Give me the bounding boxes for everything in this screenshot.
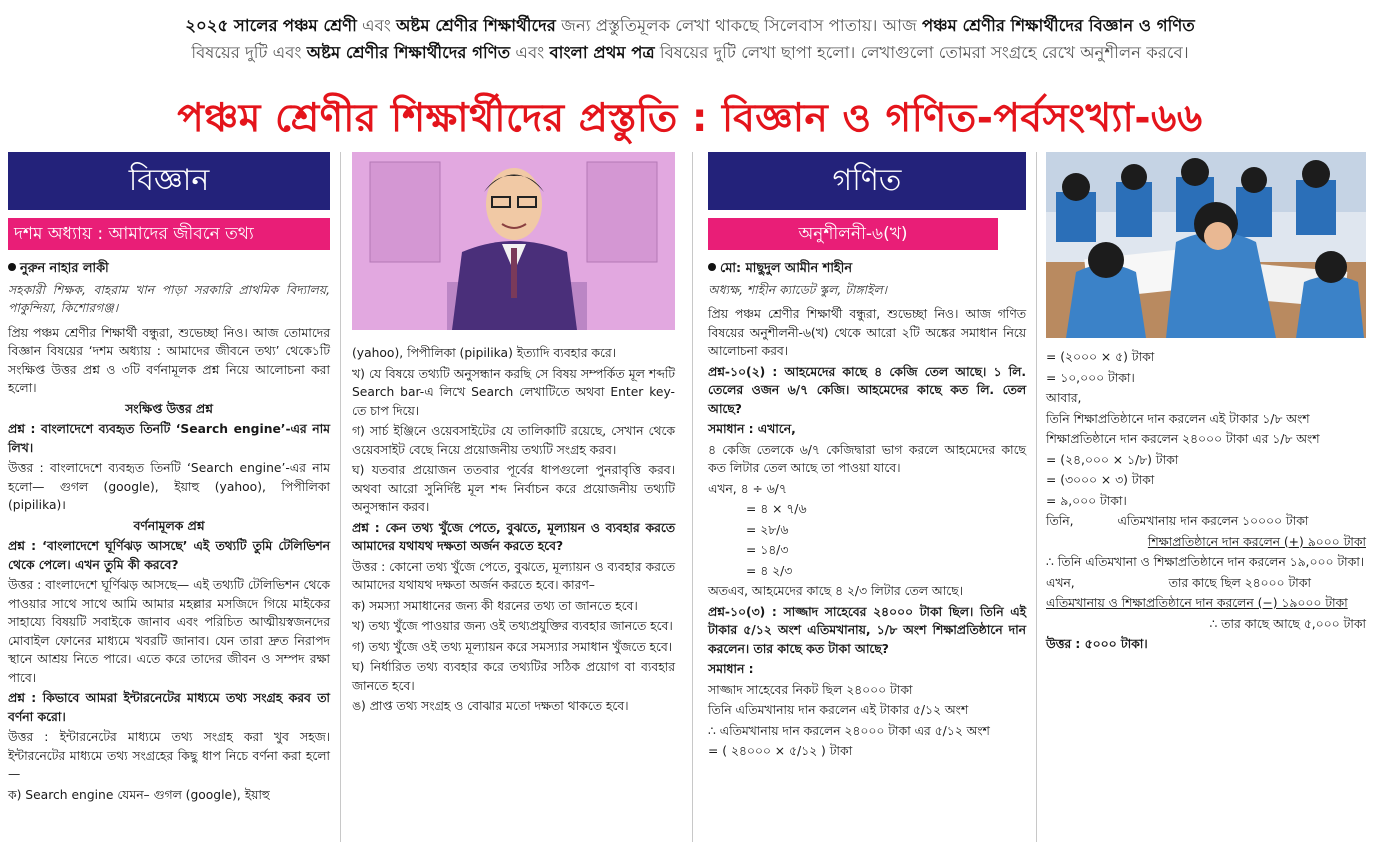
column-divider [340, 152, 341, 842]
intro-part: এবং [362, 16, 391, 35]
bullet-icon [708, 263, 716, 271]
science-intro: প্রিয় পঞ্চম শ্রেণীর শিক্ষার্থী বন্ধুরা, শুভেচ্ছা নিও। আজ তোমাদের বিজ্ঞান বিষয়ের ‘দশম অধ্যায় : আমাদের জীবনে তথ্য’ থেকে১টি সংক্ষিপ্ত উত্তর প্রশ্ন ও ৩টি বর্ণনামূলক প্রশ্ন নিয়ে আলোচনা করা হলো। [8, 325, 330, 395]
solution-line [1046, 512, 1366, 531]
answer: উত্তর : বাংলাদেশে ব্যবহৃত তিনটি ‘Search engine’-এর নাম হলো— গুগল (google), ইয়াহু (yahoo), পিপীলিকা (pipilika)। [8, 461, 330, 512]
answer-item: গ) সার্চ ইঞ্জিনে ওয়েবসাইটের যে তালিকাটি রয়েছে, সেখান থেকে ওয়েবসাইট বেছে নিয়ে প্রয়োজনীয় তথ্যটি সংগ্রহ করব। [352, 424, 675, 457]
solution-line: = ১০,০০০ টাকা। [1046, 370, 1135, 385]
answer-item: ক) সমস্যা সমাধানের জন্য কী ধরনের তথ্য তা জানতে হবে। [352, 598, 638, 613]
intro-part: অষ্টম শ্রেণীর শিক্ষার্থীদের গণিত [306, 43, 511, 62]
solution-label: এখন, [1046, 575, 1075, 590]
question: প্রশ্ন : কেন তথ্য খুঁজে পেতে, বুঝতে, মূল্যায়ন ও ব্যবহার করতে আমাদের যথাযথ দক্ষতা অর্জন করতে হবে? [352, 520, 675, 553]
column-divider [692, 152, 693, 842]
intro-part: বাংলা প্রথম পত্র [549, 43, 655, 62]
solution-value: তার কাছে ছিল ২৪০০০ টাকা [1168, 575, 1311, 590]
answer-item: ঘ) যতবার প্রয়োজন ততবার পূর্বের ধাপগুলো পুনরাবৃত্তি করব। অথবা আরো সুনির্দিষ্ট মূল শব্দ নির্বাচন করে প্রয়োজনীয় তথ্যটি অনুসন্ধান করব। [352, 463, 675, 514]
teacher-illustration [352, 152, 675, 330]
intro-part: এবং [515, 43, 545, 62]
math-continued-column [1046, 152, 1366, 656]
solution-line: ∴ এতিমখানায় দান করলেন ২৪০০০ টাকা এর ৫/১২ অংশ [708, 723, 990, 738]
math-subject-banner: গণিত [708, 152, 1026, 210]
answer-item: খ) যে বিষয়ে তথ্যটি অনুসন্ধান করছি সে বিষয় সম্পর্কিত মূল শব্দটি Search bar-এ লিখে Search লেখাটিতে অথবা Enter key-তে চাপ দিয়ে। [352, 366, 675, 418]
science-affiliation: সহকারী শিক্ষক, বাহরাম খান পাড়া সরকারি প্রাথমিক বিদ্যালয়, পাকুন্দিয়া, কিশোরগঞ্জ। [8, 282, 330, 315]
solution-line: ∴ তিনি এতিমখানা ও শিক্ষাপ্রতিষ্ঠানে দান করলেন ১৯,০০০ টাকা। [1046, 555, 1365, 569]
intro-part: অষ্টম শ্রেণীর শিক্ষার্থীদের [396, 16, 556, 35]
math-affiliation: অধ্যক্ষ, শাহীন ক্যাডেট স্কুল, টাঙ্গাইল। [708, 282, 888, 297]
solution-line: তিনি এতিমখানায় দান করলেন এই টাকার ৫/১২ অংশ [708, 703, 969, 717]
solution-line: আবার, [1046, 391, 1082, 405]
solution-line: = (২৪,০০০ × ১/৮) টাকা [1046, 452, 1179, 467]
answer-item: গ) তথ্য খুঁজে ওই তথ্য মূল্যায়ন করে সমস্যার সমাধান খুঁজতে হবে। [352, 639, 673, 654]
question: প্রশ্ন : ‘বাংলাদেশে ঘূর্ণিঝড় আসছে’ এই তথ্যটি তুমি টেলিভিশন থেকে পেলে। এখন তুমি কী করবে? [8, 539, 330, 572]
answer: উত্তর : বাংলাদেশে ঘূর্ণিঝড় আসছে— এই তথ্যটি টেলিভিশন থেকে পাওয়ার সাথে সাথে আমি আমার মহল্লার মসজিদে গিয়ে মাইকের সাহায্যে বিষয়টি সবাইকে জানাব এবং পরিচিত আত্মীয়স্বজনদের মোবাইল ফোনের মাধ্যমে খবরটি জানাব। যেন তারা দ্রুত নিরাপদ স্থানে আশ্রয় নিতে পারে। এতে করে তাদের জীবন ও সম্পদ রক্ষা পাবে। [8, 578, 330, 685]
section-heading: সংক্ষিপ্ত উত্তর প্রশ্ন [125, 401, 213, 416]
solution-label: তিনি, [1046, 514, 1074, 528]
solution-line: এতিমখানায় ও শিক্ষাপ্রতিষ্ঠানে দান করলেন (−) ১৯০০০ টাকা [1046, 596, 1348, 610]
answer-item: ঘ) নির্ধারিত তথ্য ব্যবহার করে তথ্যটির সঠিক প্রয়োগ বা ব্যবহার জানতে হবে। [352, 660, 675, 693]
solution-line: সাজ্জাদ সাহেবের নিকট ছিল ২৪০০০ টাকা [708, 682, 913, 697]
solution-line: অতএব, আহমেদের কাছে ৪ ২/৩ লিটার তেল আছে। [708, 584, 963, 598]
bullet-icon [8, 263, 16, 271]
column-divider [1036, 152, 1037, 842]
science-author [8, 260, 330, 279]
math-author [708, 260, 1026, 279]
intro-paragraph [10, 12, 1370, 66]
solution-line: = ৪ × ৭/৬ [746, 502, 807, 516]
solution-line: এখন, ৪ ÷ ৬/৭ [708, 481, 787, 496]
solution-line: = (২০০০ × ৫) টাকা [1046, 350, 1155, 364]
intro-part: পঞ্চম শ্রেণীর শিক্ষার্থীদের বিজ্ঞান ও গণিত [921, 16, 1195, 35]
solution-line: শিক্ষাপ্রতিষ্ঠানে দান করলেন (+) ৯০০০ টাকা [1147, 534, 1366, 549]
question: প্রশ্ন-১০(৩) : সাজ্জাদ সাহেবের ২৪০০০ টাকা ছিল। তিনি এই টাকার ৫/১২ অংশ এতিমখানায়, ১/৮ অংশ শিক্ষাপ্রতিষ্ঠানে দান করলেন। তার কাছে কত টাকা আছে? [708, 604, 1026, 656]
page-headline: পঞ্চম শ্রেণীর শিক্ষার্থীদের প্রস্তুতি : বিজ্ঞান ও গণিত-পর্বসংখ্যা-৬৬ [177, 96, 1203, 141]
science-chapter-banner: দশম অধ্যায় : আমাদের জীবনে তথ্য [8, 218, 330, 250]
solution-line: = (৩০০০ × ৩) টাকা [1046, 473, 1155, 487]
question: প্রশ্ন-১০(২) : আহমেদের কাছে ৪ কেজি তেল আছে। ১ লি. তেলের ওজন ৬/৭ কেজি। আহমেদের কাছে কত লি. তেল আছে? [708, 364, 1026, 416]
solution-label: সমাধান : [708, 662, 754, 676]
answer-item: ক) Search engine যেমন– গুগল (google), ইয়াহু [8, 787, 270, 802]
solution-line: = ( ২৪০০০ × ৫/১২ ) টাকা [708, 744, 853, 758]
answer-item: ঙ) প্রাপ্ত তথ্য সংগ্রহ ও বোঝার মতো দক্ষতা থাকতে হবে। [352, 699, 629, 713]
solution-line [1046, 574, 1366, 593]
answer: উত্তর : ইন্টারনেটের মাধ্যমে তথ্য সংগ্রহ করা খুব সহজ। ইন্টারনেটের মাধ্যমে তথ্য সংগ্রহের কিছু ধাপ নিচে বর্ণনা করা হলো— [8, 730, 330, 781]
answer: উত্তর : কোনো তথ্য খুঁজে পেতে, বুঝতে, মূল্যায়ন ও ব্যবহার করতে আমাদের যথাযথ দক্ষতা অর্জন করতে হবে। কারণ– [352, 559, 675, 592]
solution-line: = ২৮/৬ [746, 522, 789, 537]
intro-part: পঞ্চম শ্রেণী [282, 16, 357, 35]
solution-line: শিক্ষাপ্রতিষ্ঠানে দান করলেন ২৪০০০ টাকা এর ১/৮ অংশ [1046, 432, 1320, 446]
students-photo-icon [1046, 152, 1366, 338]
solution-line: = ১৪/৩ [746, 543, 789, 557]
author-name: মো: মাছুদুল আমীন শাহীন [720, 261, 852, 276]
solution-value: এতিমখানায় দান করলেন ১০০০০ টাকা [1117, 514, 1309, 528]
answer-item: খ) তথ্য খুঁজে পাওয়ার জন্য ওই তথ্যপ্রযুক্তির ব্যবহার জানতে হবে। [352, 619, 673, 633]
solution-line: = ৪ ২/৩ [746, 563, 793, 578]
solution-line: ৪ কেজি তেলকে ৬/৭ কেজিদ্বারা ভাগ করলে আহমেদের কাছে কত লিটার তেল আছে তা পাওয়া যাবে। [708, 442, 1026, 475]
solution-line: ∴ তার কাছে আছে ৫,০০০ টাকা [1209, 616, 1366, 631]
intro-part: বিষয়ের দুটি এবং [191, 43, 302, 62]
intro-part: জন্য প্রস্তুতিমূলক লেখা থাকছে সিলেবাস পাতায়। আজ [561, 16, 917, 35]
solution-line: = ৯,০০০ টাকা। [1046, 493, 1127, 508]
math-column [708, 152, 1026, 763]
author-name: নুরুন নাহার লাকী [20, 261, 109, 276]
science-subject-banner: বিজ্ঞান [8, 152, 330, 210]
science-continued-column [352, 152, 675, 718]
question: প্রশ্ন : কিভাবে আমরা ইন্টারনেটের মাধ্যমে তথ্য সংগ্রহ করব তা বর্ণনা করো। [8, 691, 330, 724]
math-intro: প্রিয় পঞ্চম শ্রেণীর শিক্ষার্থী বন্ধুরা, শুভেচ্ছা নিও। আজ গণিত বিষয়ের অনুশীলনী-৬(খ) থেকে আরো ২টি অঙ্কের সমাধান নিয়ে আলোচনা করব। [708, 307, 1026, 358]
science-column [8, 152, 330, 806]
final-answer: উত্তর : ৫০০০ টাকা। [1046, 637, 1148, 651]
teacher-illustration-icon [352, 152, 675, 330]
students-photo [1046, 152, 1366, 338]
math-chapter-banner: অনুশীলনী-৬(খ) [708, 218, 998, 250]
question: প্রশ্ন : বাংলাদেশে ব্যবহৃত তিনটি ‘Search engine’-এর নাম লিখ। [8, 422, 330, 455]
intro-part: বিষয়ের দুটি লেখা ছাপা হলো। লেখাগুলো তোমরা সংগ্রহে রেখে অনুশীলন করবে। [659, 43, 1189, 62]
answer-item: (yahoo), পিপীলিকা (pipilika) ইত্যাদি ব্যবহার করে। [352, 346, 617, 360]
solution-line: তিনি শিক্ষাপ্রতিষ্ঠানে দান করলেন এই টাকার ১/৮ অংশ [1046, 411, 1310, 426]
intro-part: ২০২৫ সালের [185, 16, 278, 35]
solution-label: সমাধান : এখানে, [708, 422, 796, 436]
section-heading: বর্ণনামূলক প্রশ্ন [133, 518, 205, 533]
